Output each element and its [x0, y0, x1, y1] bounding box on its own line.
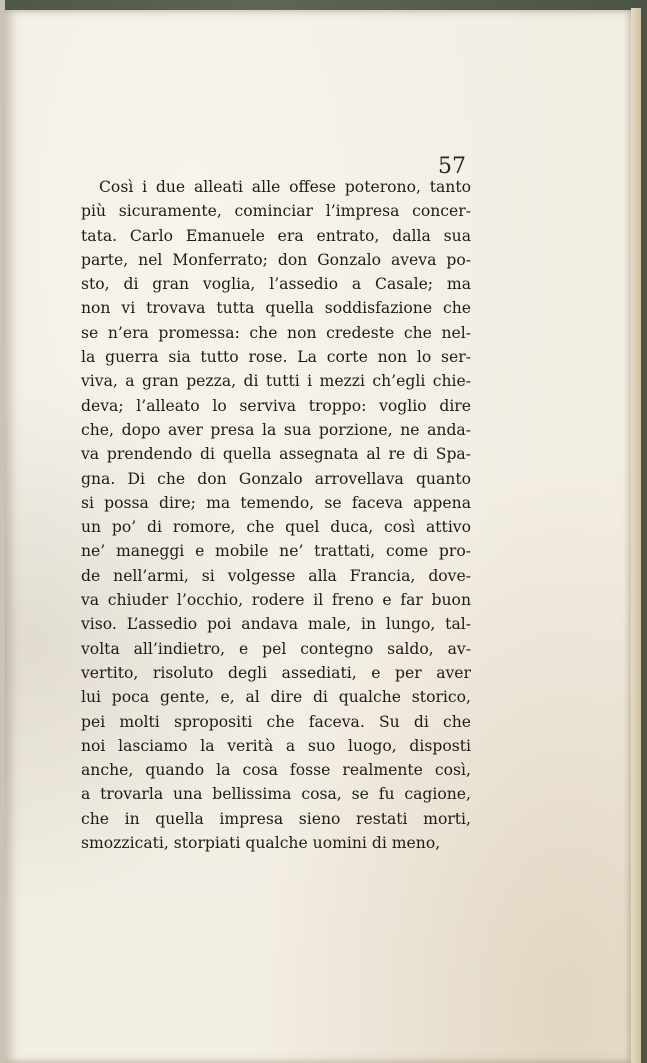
body-paragraph — [81, 175, 471, 855]
text-line: gna. Di che don Gonzalo arrovellava quanto — [81, 469, 471, 488]
text-line: anche, quando la cosa fosse realmente così, — [81, 761, 471, 780]
text-line: la guerra sia tutto rose. La corte non lo ser- — [81, 348, 471, 367]
text-line: più sicuramente, cominciar l’impresa concer- — [81, 202, 471, 221]
text-line: de nell’armi, si volgesse alla Francia, dove- — [81, 566, 471, 585]
text-line: pei molti spropositi che faceva. Su di che — [81, 712, 471, 731]
text-line: viva, a gran pezza, di tutti i mezzi ch’egli chie- — [81, 372, 471, 391]
text-line: noi lasciamo la verità a suo luogo, disposti — [81, 736, 471, 755]
text-line: non vi trovava tutta quella soddisfazione che — [81, 299, 471, 318]
text-line: a trovarla una bellissima cosa, se fu cagione, — [81, 785, 471, 804]
text-line: sto, di gran voglia, l’assedio a Casale; ma — [81, 275, 471, 294]
text-line: deva; l’alleato lo serviva troppo: voglio dire — [81, 396, 471, 415]
text-line: viso. L’assedio poi andava male, in lungo, tal- — [81, 615, 471, 634]
text-line: si possa dire; ma temendo, se faceva appena — [81, 493, 471, 512]
text-line: ne’ maneggi e mobile ne’ trattati, come pro- — [81, 542, 471, 561]
text-line: volta all’indietro, e pel contegno saldo, av- — [81, 639, 471, 658]
text-line: va chiuder l’occhio, rodere il freno e far buon — [81, 591, 471, 610]
text-line: vertito, risoluto degli assediati, e per aver — [81, 663, 471, 682]
text-line: se n’era promessa: che non credeste che nel- — [81, 323, 471, 342]
text-line: un po’ di romore, che quel duca, così attivo — [81, 518, 471, 537]
text-line: Così i due alleati alle offese poterono, tanto — [99, 178, 471, 196]
right-page-edge — [631, 8, 641, 1063]
page-number: 57 — [438, 154, 466, 179]
text-line: che in quella impresa sieno restati morti, — [81, 809, 471, 828]
text-line: parte, nel Monferrato; don Gonzalo aveva po- — [81, 250, 471, 269]
text-line: tata. Carlo Emanuele era entrato, dalla sua — [81, 226, 471, 245]
text-line: lui poca gente, e, al dire di qualche storico, — [81, 688, 471, 707]
text-line: che, dopo aver presa la sua porzione, ne anda- — [81, 420, 471, 439]
text-line: smozzicati, storpiati qualche uomini di meno, — [81, 834, 441, 853]
text-line: va prendendo di quella assegnata al re di Spa- — [81, 445, 471, 464]
